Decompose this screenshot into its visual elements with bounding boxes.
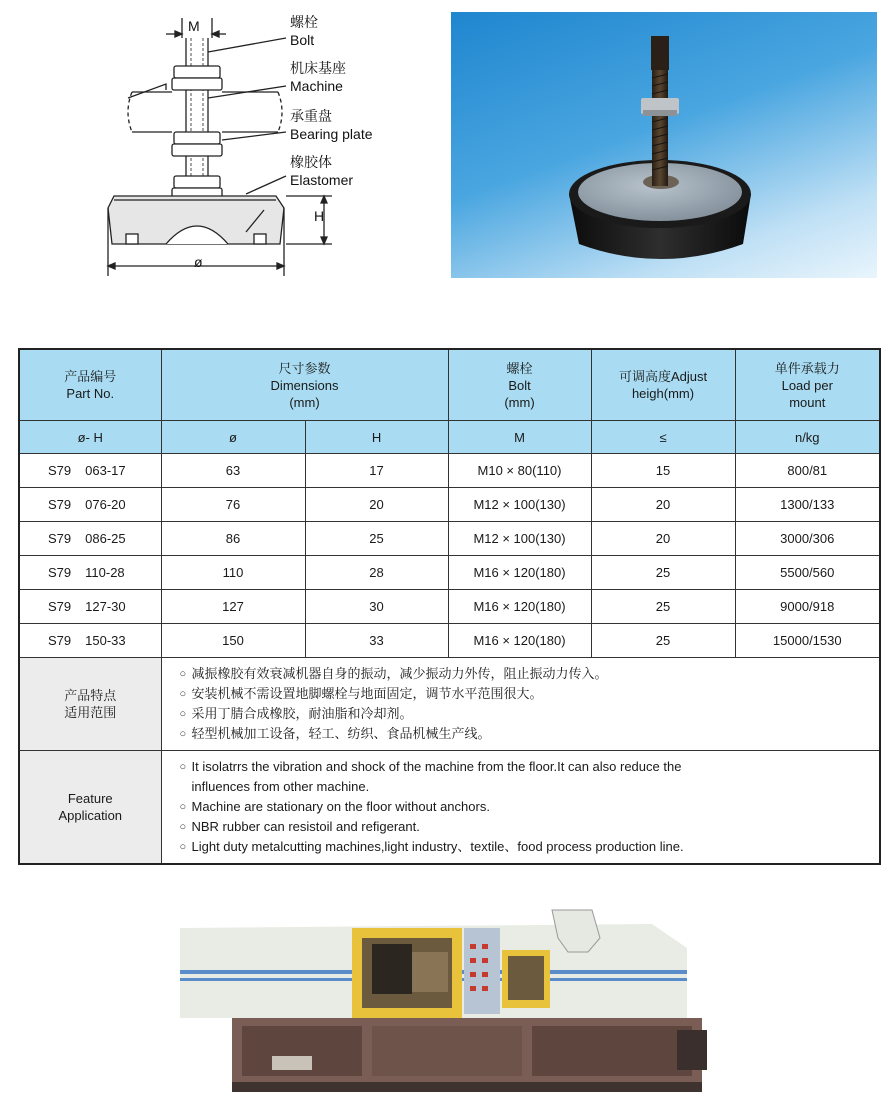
cell-part-no (19, 454, 161, 488)
dim-phi-label: ø (194, 254, 203, 270)
features-cn-text (161, 658, 880, 751)
header-load-en2: mount (789, 394, 826, 410)
cell-series: S79 (48, 599, 72, 614)
cell-adjust: 15 (591, 454, 735, 488)
header-bolt-unit: (mm) (504, 394, 535, 410)
feature-en-item1-line2: influences from other machine. (191, 779, 370, 794)
cell-phi: 76 (161, 488, 305, 522)
header-part-cn: 产品编号 (64, 369, 117, 384)
cell-series: S79 (48, 565, 72, 580)
cell-load: 5500/560 (735, 556, 880, 590)
features-cn-label-1: 产品特点 (64, 688, 117, 703)
table-row (19, 624, 880, 658)
cell-phi: 150 (161, 624, 305, 658)
header-load-cn: 单件承载力 (774, 360, 840, 376)
cell-code: 063-17 (85, 463, 126, 478)
dim-m-label: M (188, 18, 200, 34)
cell-bolt: M10 × 80(110) (448, 454, 591, 488)
label-bearing-plate-cn: 承重盘 (290, 108, 332, 124)
cell-h: 30 (305, 590, 448, 624)
table-row (19, 522, 880, 556)
table-row (19, 590, 880, 624)
features-en-row (19, 751, 880, 865)
features-en-label-2: Application (58, 808, 123, 823)
cell-adjust: 20 (591, 488, 735, 522)
table-row (19, 454, 880, 488)
cell-phi: 63 (161, 454, 305, 488)
header-dim-unit: (mm) (289, 394, 320, 410)
cell-bolt: M16 × 120(180) (448, 590, 591, 624)
feature-en-item: ○ Light duty metalcutting machines,light industry、textile、food process production line. (180, 837, 880, 857)
cell-h: 33 (305, 624, 448, 658)
subheader-nkg: n/kg (735, 421, 880, 454)
label-machine-en: Machine (290, 78, 343, 94)
cell-code: 150-33 (85, 633, 126, 648)
cell-series: S79 (48, 463, 72, 478)
product-photo (451, 12, 877, 278)
cell-code: 076-20 (85, 497, 126, 512)
cell-phi: 110 (161, 556, 305, 590)
cell-load: 9000/918 (735, 590, 880, 624)
cell-adjust: 25 (591, 590, 735, 624)
cell-h: 20 (305, 488, 448, 522)
cell-adjust: 25 (591, 556, 735, 590)
features-en-label (19, 751, 161, 865)
label-bolt-en: Bolt (290, 32, 315, 48)
header-part-no (19, 349, 161, 421)
cell-phi: 86 (161, 522, 305, 556)
cell-part-no (19, 624, 161, 658)
cell-h: 17 (305, 454, 448, 488)
header-part-en: Part No. (66, 386, 115, 401)
cell-code: 110-28 (85, 565, 125, 580)
header-dim-cn: 尺寸参数 (278, 360, 331, 376)
cell-series: S79 (48, 497, 72, 512)
header-adjust-1: 可调高度Adjust (618, 369, 708, 384)
header-load-en1: Load per (781, 377, 833, 393)
feature-cn-item: ○ 安装机械不需设置地脚螺栓与地面固定，调节水平范围很大。 (180, 684, 880, 704)
subheader-phi-h: ø- H (19, 421, 161, 454)
cell-bolt: M12 × 100(130) (448, 522, 591, 556)
spec-table (18, 348, 881, 865)
cell-bolt: M12 × 100(130) (448, 488, 591, 522)
feature-en-item: ○ NBR rubber can resistoil and refigerant. (180, 817, 880, 837)
features-cn-label-2: 适用范围 (64, 705, 117, 720)
label-machine-cn: 机床基座 (290, 60, 346, 76)
header-load (735, 349, 880, 421)
cell-bolt: M16 × 120(180) (448, 556, 591, 590)
cell-part-no (19, 556, 161, 590)
cell-load: 15000/1530 (735, 624, 880, 658)
features-en-text (161, 751, 880, 865)
dim-h-label: H (314, 208, 325, 224)
leveling-mount-image (451, 12, 877, 278)
label-elastomer-cn: 橡胶体 (290, 154, 332, 170)
cell-code: 086-25 (85, 531, 126, 546)
header-adjust-height (591, 349, 735, 421)
cell-code: 127-30 (85, 599, 126, 614)
subheader-h: H (305, 421, 448, 454)
subheader-le: ≤ (591, 421, 735, 454)
cell-h: 28 (305, 556, 448, 590)
cell-load: 1300/133 (735, 488, 880, 522)
cell-h: 25 (305, 522, 448, 556)
table-row (19, 556, 880, 590)
feature-en-item1-line1: It isolatrrs the vibration and shock of the machine from the floor.It can also reduce the (191, 759, 682, 774)
subheader-m: M (448, 421, 591, 454)
feature-cn-item: ○ 轻型机械加工设备，轻工、纺织、食品机械生产线。 (180, 724, 880, 744)
label-bearing-plate-en: Bearing plate (290, 126, 373, 142)
header-bolt (448, 349, 591, 421)
label-elastomer-en: Elastomer (290, 172, 354, 188)
header-adjust-2: heigh(mm) (631, 386, 695, 401)
cell-load: 3000/306 (735, 522, 880, 556)
cell-series: S79 (48, 531, 72, 546)
header-dimensions (161, 349, 448, 421)
table-header-row (19, 349, 880, 421)
cell-series: S79 (48, 633, 72, 648)
cell-load: 800/81 (735, 454, 880, 488)
feature-cn-item: ○ 减振橡胶有效衰减机器自身的振动，减少振动力外传，阻止振动力传入。 (180, 664, 880, 684)
mount-diagram (96, 8, 396, 288)
cell-part-no (19, 522, 161, 556)
feature-en-item (180, 757, 880, 797)
cell-bolt: M16 × 120(180) (448, 624, 591, 658)
features-en-label-1: Feature (67, 791, 113, 806)
feature-en-item: ○ Machine are stationary on the floor without anchors. (180, 797, 880, 817)
header-bolt-cn: 螺栓 (506, 360, 533, 376)
cell-part-no (19, 590, 161, 624)
header-bolt-en: Bolt (508, 377, 531, 393)
cell-phi: 127 (161, 590, 305, 624)
cell-part-no (19, 488, 161, 522)
machine-photo (172, 908, 717, 1098)
cell-adjust: 25 (591, 624, 735, 658)
features-cn-row (19, 658, 880, 751)
injection-machine-image (172, 908, 717, 1098)
feature-cn-item: ○ 采用丁腈合成橡胶，耐油脂和冷却剂。 (180, 704, 880, 724)
label-bolt-cn: 螺栓 (290, 14, 318, 30)
mount-drawing (96, 8, 396, 288)
table-row (19, 488, 880, 522)
features-cn-label (19, 658, 161, 751)
cell-adjust: 20 (591, 522, 735, 556)
subheader-phi: ø (161, 421, 305, 454)
table-subheader-row (19, 421, 880, 454)
header-dim-en: Dimensions (270, 377, 339, 393)
